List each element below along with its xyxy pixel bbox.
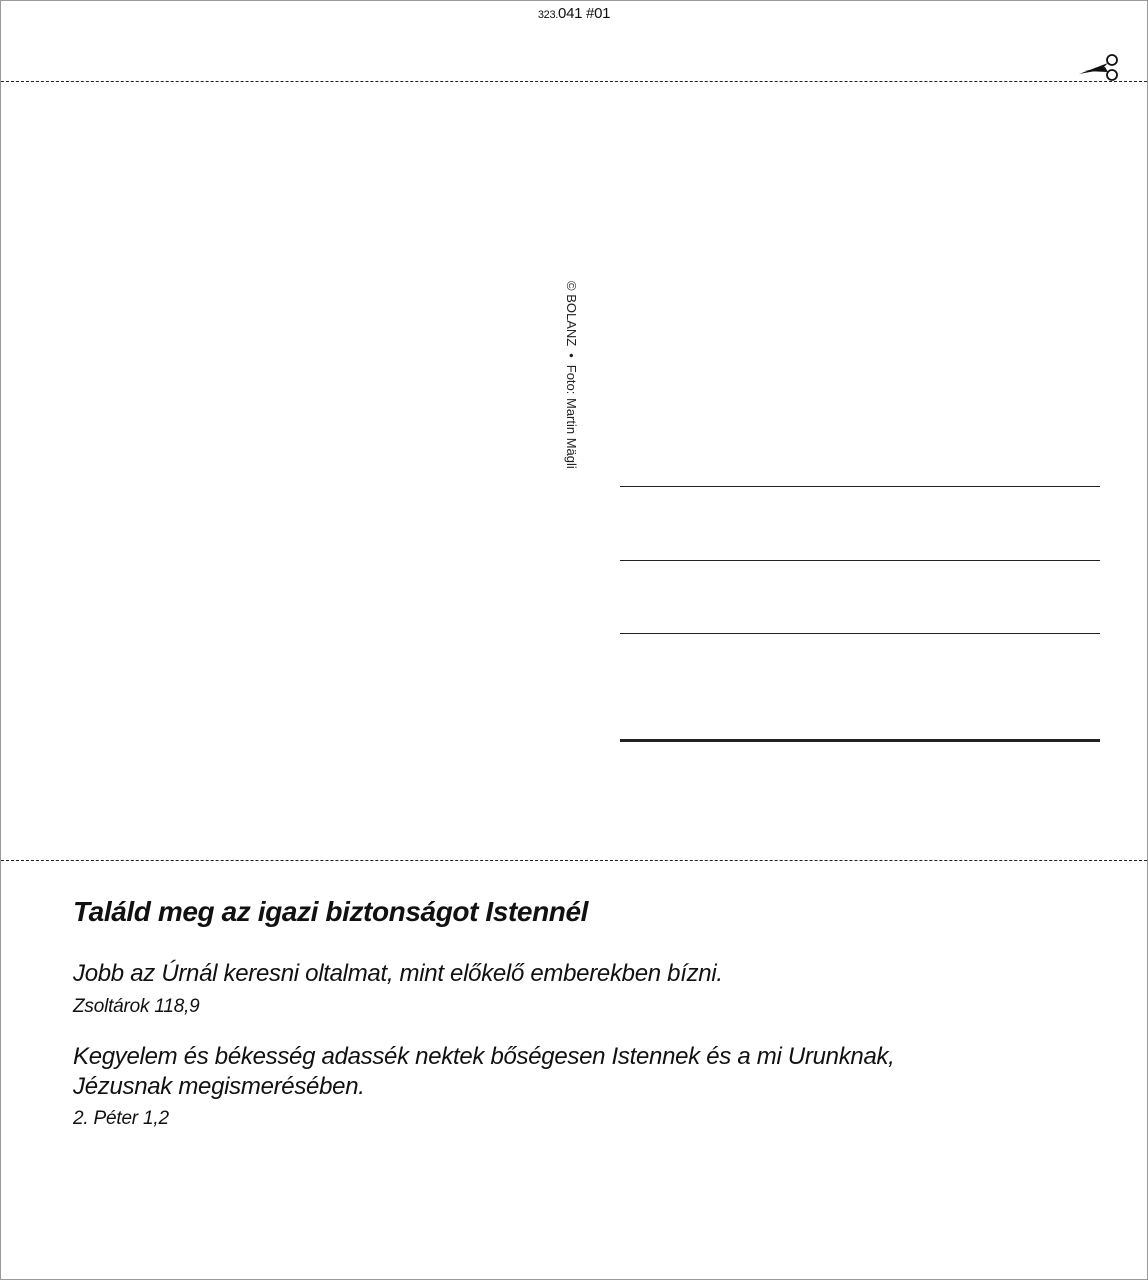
copyright-text: © BOLANZ <box>564 281 579 347</box>
verse-2-reference: 2. Péter 1,2 <box>73 1108 169 1129</box>
card-title: Találd meg az igazi biztonságot Istennél <box>73 896 589 927</box>
verse-2-line-2: Jézusnak megismerésében. <box>73 1073 365 1100</box>
scissors-icon <box>1075 53 1121 83</box>
product-code-main: 041 #01 <box>558 5 611 22</box>
cut-line-bottom <box>1 860 1147 861</box>
photo-credit <box>564 281 579 469</box>
product-code-prefix: 323. <box>537 9 559 21</box>
verse-2-line-1: Kegyelem és békesség adassék nektek bőségesen Istennek és a mi Urunknak, <box>73 1043 895 1070</box>
verse-1-reference: Zsoltárok 118,9 <box>73 996 200 1017</box>
product-code <box>1 5 1147 22</box>
credit-separator: • <box>564 353 579 358</box>
address-line-2 <box>620 560 1100 561</box>
cut-line-top <box>1 81 1147 82</box>
address-line-3 <box>620 633 1100 634</box>
address-line-1 <box>620 486 1100 487</box>
verse-1: Jobb az Úrnál keresni oltalmat, mint előkelő emberekben bízni. <box>73 960 723 987</box>
photographer-text: Foto: Martin Mägli <box>564 364 579 469</box>
address-line-4 <box>620 739 1100 742</box>
